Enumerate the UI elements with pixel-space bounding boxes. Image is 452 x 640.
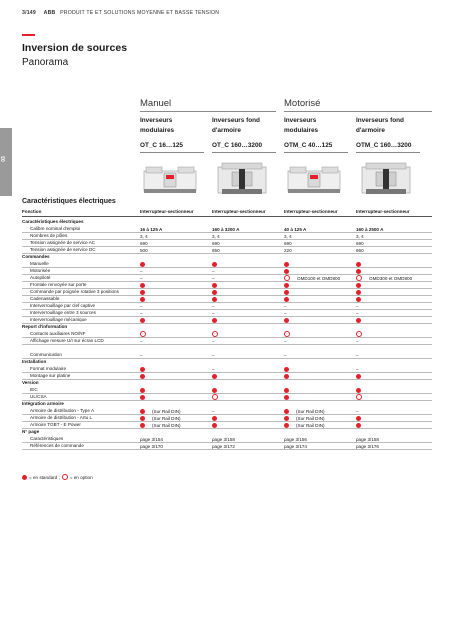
standard-dot-icon	[140, 416, 145, 421]
table-cell-text: –	[284, 352, 287, 358]
table-cell-text: –	[140, 303, 143, 309]
column-product-name: Inverseurs fond d'armoire	[356, 117, 404, 134]
legend	[22, 474, 93, 480]
column-product-code: OT_C 16…125	[140, 142, 183, 149]
table-cell-text: –	[356, 310, 359, 316]
table-row-label: Interverrouillage mécanique	[30, 317, 87, 322]
table-cell-text: –	[356, 408, 359, 414]
table-cell-text: OMD100 et OMD800	[297, 275, 341, 281]
standard-dot-icon	[284, 374, 289, 379]
standard-dot-icon	[140, 388, 145, 393]
column-divider	[284, 152, 348, 153]
table-cell-text: 660	[356, 247, 364, 253]
column-function: Interrupteur-sectionneur	[356, 209, 410, 214]
table-cell-text: –	[212, 408, 215, 414]
table-row-label: Contacts auxiliaires NO/NF	[30, 331, 86, 336]
table-group-heading: N° page	[22, 429, 40, 434]
page-title: Inversion de sources	[22, 42, 128, 54]
standard-dot-icon	[356, 269, 361, 274]
page-subtitle: Panorama	[22, 57, 69, 68]
table-cell-text: (Sur Rail DIN)	[296, 408, 325, 414]
group-divider	[140, 111, 276, 112]
table-row-label: Cadenassable	[30, 296, 60, 301]
table-cell-text: –	[140, 268, 143, 274]
product-image	[212, 159, 272, 199]
table-cell-text: –	[212, 366, 215, 372]
table-cell-text: page 3/158	[212, 436, 235, 442]
column-function: Interrupteur-sectionneur	[212, 209, 266, 214]
standard-dot-icon	[284, 416, 289, 421]
standard-dot-icon	[212, 290, 217, 295]
chapter-tab	[0, 128, 12, 196]
table-cell-text: (Sur Rail DIN)	[296, 415, 325, 421]
table-cell-text: 16 à 125 A	[140, 226, 163, 232]
table-row-label: Nombres de pôles	[30, 233, 68, 238]
accent-bar	[22, 34, 35, 36]
legend-standard: = en standard ;	[29, 474, 60, 480]
column-divider	[212, 152, 276, 153]
table-header-divider	[22, 216, 432, 217]
table-row-label: Armoire de distribution - Artu L	[30, 415, 93, 420]
table-row-label: Tension assignée de service DC	[30, 247, 96, 252]
table-cell-text: –	[140, 338, 143, 344]
standard-dot-icon	[356, 290, 361, 295]
table-cell-text: page 3/158	[356, 436, 379, 442]
table-row-label: Frontale renvoyée sur porte	[30, 282, 87, 287]
table-cell-text: –	[140, 275, 143, 281]
table-cell-text: 160 à 2500 A	[356, 226, 384, 232]
page-number: 3/149	[22, 10, 36, 16]
standard-dot-icon	[356, 416, 361, 421]
table-row-label: Tension assignée de service AC	[30, 240, 96, 245]
column-function: Interrupteur-sectionneur	[284, 209, 338, 214]
table-row-label: Interverrouillage par clef captive	[30, 303, 96, 308]
brand-logo: ABB	[43, 10, 56, 16]
table-cell-text: (Sur Rail DIN)	[296, 422, 325, 428]
standard-dot-icon	[356, 388, 361, 393]
table-cell-text: page 3/172	[212, 443, 235, 449]
table-cell-text: page 3/170	[140, 443, 163, 449]
table-cell-text: –	[140, 352, 143, 358]
table-cell-text: 500	[140, 247, 148, 253]
standard-dot-icon	[212, 423, 217, 428]
standard-dot-icon	[140, 283, 145, 288]
standard-dot-icon	[140, 318, 145, 323]
column-product-code: OT_C 160…3200	[212, 142, 263, 149]
column-product-code: OTM_C 160…3200	[356, 142, 412, 149]
column-product-name: Inverseurs modulaires	[284, 117, 319, 134]
table-cell-text: –	[212, 338, 215, 344]
table-cell-text: 40 à 125 A	[284, 226, 307, 232]
table-row-label: Autopiloté	[30, 275, 51, 280]
standard-dot-icon	[284, 423, 289, 428]
standard-dot-icon	[212, 318, 217, 323]
standard-dot-icon	[140, 409, 145, 414]
standard-dot-icon	[284, 395, 289, 400]
table-cell-text: –	[284, 310, 287, 316]
column-divider	[140, 152, 204, 153]
table-cell-text: 3, 4	[356, 233, 364, 239]
table-group-heading: Caractéristiques électriques	[22, 219, 84, 224]
standard-dot-icon	[284, 297, 289, 302]
standard-dot-icon	[284, 283, 289, 288]
table-cell-text: (Sur Rail DIN)	[152, 422, 181, 428]
standard-dot-icon	[284, 409, 289, 414]
table-cell-text: page 3/176	[356, 443, 379, 449]
column-product-name: Inverseurs modulaires	[140, 117, 175, 134]
standard-dot-icon	[212, 388, 217, 393]
standard-dot-icon	[140, 367, 145, 372]
legend-option: = en option	[69, 474, 93, 480]
product-image	[140, 159, 200, 199]
product-image	[284, 159, 344, 199]
table-group-heading: Version	[22, 380, 39, 385]
standard-dot-icon	[140, 423, 145, 428]
chapter-tab-label: 03	[0, 156, 7, 162]
column-product-code: OTM_C 40…125	[284, 142, 333, 149]
table-cell-text: 690	[140, 240, 148, 246]
table-group-heading: Installation	[22, 359, 47, 364]
standard-dot-icon	[356, 318, 361, 323]
table-cell-text: 3, 4	[284, 233, 292, 239]
table-group-heading: Report d'information	[22, 324, 68, 329]
table-cell-text: 650	[212, 247, 220, 253]
table-group-heading: Intégration armoire	[22, 401, 64, 406]
table-row-label: Format modulaire	[30, 366, 66, 371]
standard-dot-icon	[356, 283, 361, 288]
table-cell-text: –	[212, 303, 215, 309]
function-label: Fonction	[22, 209, 42, 214]
table-row-label: Motorisée	[30, 268, 51, 273]
section-title: Caractéristiques électriques	[22, 198, 116, 205]
standard-dot-icon	[140, 297, 145, 302]
standard-dot-icon	[212, 262, 217, 267]
standard-dot-icon	[356, 374, 361, 379]
standard-dot-icon	[356, 297, 361, 302]
table-cell-text: 220	[284, 247, 292, 253]
table-cell-text: 3, 4	[212, 233, 220, 239]
table-cell-text: –	[212, 268, 215, 274]
table-row-label: Interverrouillage entre 3 sources	[30, 310, 96, 315]
table-cell-text: 690	[284, 240, 292, 246]
table-cell-text: 690	[356, 240, 364, 246]
group-manual: Manuel	[140, 98, 172, 109]
standard-dot-icon	[284, 269, 289, 274]
standard-dot-icon	[140, 374, 145, 379]
table-row-label: Calibre nominal d'emploi	[30, 226, 81, 231]
page-header	[22, 10, 219, 16]
table-row-label: Communication	[30, 352, 62, 357]
header-text: PRODUIT TE ET SOLUTIONS MOYENNE ET BASSE TENSION	[60, 10, 220, 16]
table-cell-text: OMD300 et OMD800	[369, 275, 413, 281]
table-cell-text: –	[140, 310, 143, 316]
table-row-label: Caractéristiques	[30, 436, 64, 441]
standard-dot-icon	[284, 262, 289, 267]
table-group-heading: Commandes	[22, 254, 50, 259]
standard-dot-icon	[356, 423, 361, 428]
table-row-label: Commande par poignée rotative 3 positions	[30, 289, 119, 294]
standard-dot-icon	[356, 262, 361, 267]
table-row-label: Armoire de distribution - Type A	[30, 408, 95, 413]
table-cell-text: page 3/154	[140, 436, 163, 442]
table-row-label: Références de commande	[30, 443, 84, 448]
table-cell-text: 3, 4	[140, 233, 148, 239]
table-cell-text: (Sur Rail DIN)	[152, 415, 181, 421]
standard-dot-icon	[212, 416, 217, 421]
table-cell-text: –	[356, 338, 359, 344]
table-cell-text: –	[284, 303, 287, 309]
table-row-label: Manuelle	[30, 261, 49, 266]
table-cell-text: –	[212, 352, 215, 358]
standard-dot-icon	[212, 374, 217, 379]
standard-dot-icon	[140, 262, 145, 267]
group-divider	[284, 111, 432, 112]
table-cell-text: –	[212, 275, 215, 281]
standard-dot-icon	[212, 283, 217, 288]
standard-dot-icon	[140, 290, 145, 295]
table-cell-text: page 3/174	[284, 443, 307, 449]
standard-dot-icon	[284, 388, 289, 393]
table-cell-text: –	[356, 366, 359, 372]
table-row-label: Montage sur platine	[30, 373, 71, 378]
table-row-label: Affichage mesure U/I sur écran LCD	[30, 338, 104, 343]
table-row-label: IEC	[30, 387, 38, 392]
table-cell-text: –	[356, 303, 359, 309]
table-cell-text: 690	[212, 240, 220, 246]
table-cell-text: –	[356, 352, 359, 358]
standard-dot-icon	[212, 297, 217, 302]
table-row-label: UL/CSA	[30, 394, 47, 399]
table-cell-text: –	[212, 310, 215, 316]
column-function: Interrupteur-sectionneur	[140, 209, 194, 214]
table-cell-text: (Sur Rail DIN)	[152, 408, 181, 414]
column-divider	[356, 152, 420, 153]
standard-dot-icon	[284, 367, 289, 372]
standard-dot-icon	[22, 475, 27, 480]
group-motorised: Motorisé	[284, 98, 321, 109]
table-cell-text: –	[284, 338, 287, 344]
table-cell-text: 160 à 3200 A	[212, 226, 240, 232]
option-circle-icon	[62, 474, 68, 480]
column-product-name: Inverseurs fond d'armoire	[212, 117, 260, 134]
product-image	[356, 159, 416, 199]
table-cell-text: page 3/156	[284, 436, 307, 442]
standard-dot-icon	[140, 395, 145, 400]
standard-dot-icon	[284, 290, 289, 295]
table-row-label: Armoire TGBT - E Power	[30, 422, 81, 427]
standard-dot-icon	[284, 318, 289, 323]
